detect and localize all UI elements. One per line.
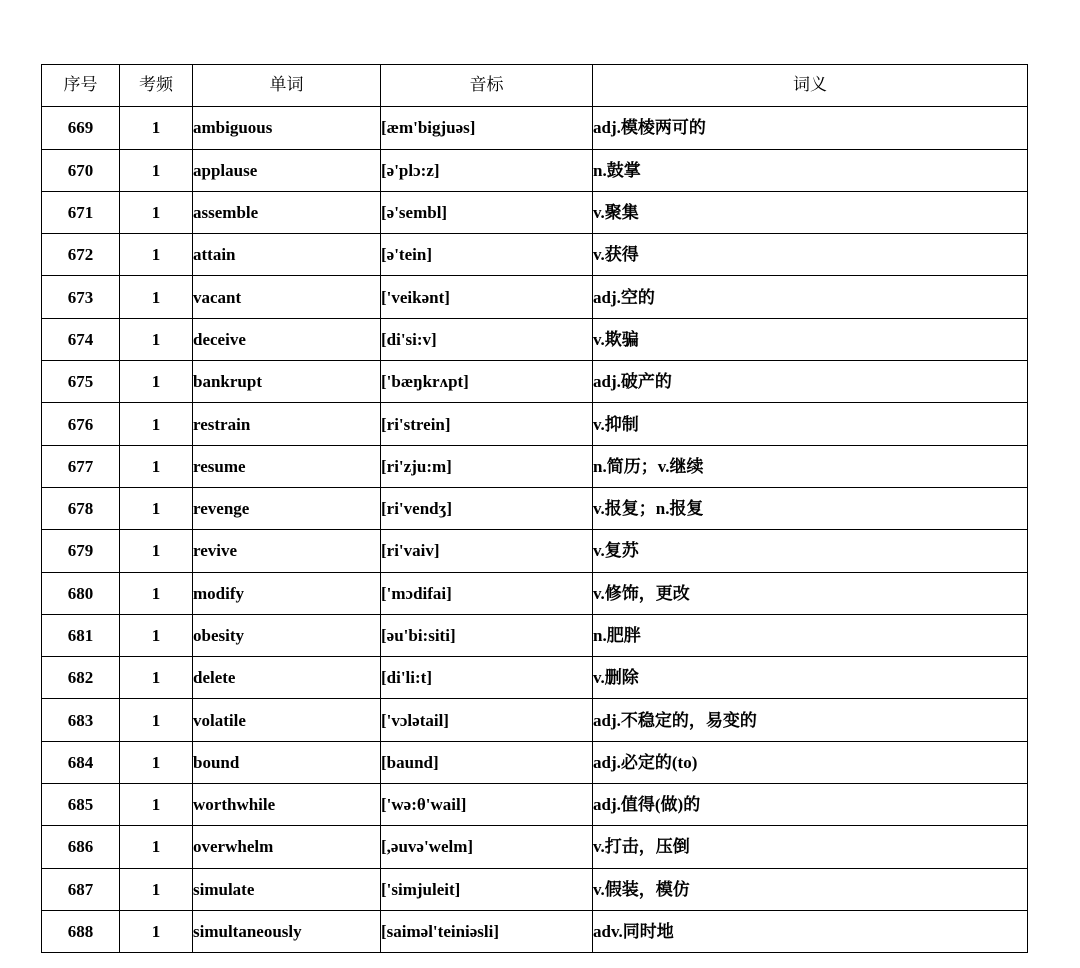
cell-index: 685: [42, 784, 120, 826]
cell-word: volatile: [193, 699, 381, 741]
cell-phonetic: ['simjuleit]: [381, 868, 593, 910]
cell-frequency: 1: [120, 318, 193, 360]
cell-word: resume: [193, 445, 381, 487]
cell-meaning: v.假装，模仿: [593, 868, 1028, 910]
cell-word: simultaneously: [193, 910, 381, 952]
cell-frequency: 1: [120, 868, 193, 910]
cell-meaning: adj.值得(做)的: [593, 784, 1028, 826]
cell-meaning: v.复苏: [593, 530, 1028, 572]
cell-word: vacant: [193, 276, 381, 318]
cell-meaning: adj.模棱两可的: [593, 107, 1028, 149]
cell-meaning: v.欺骗: [593, 318, 1028, 360]
cell-index: 674: [42, 318, 120, 360]
table-row: [42, 276, 1028, 318]
table-row: [42, 149, 1028, 191]
table-row: [42, 826, 1028, 868]
table-row: [42, 403, 1028, 445]
cell-phonetic: [,əuvə'welm]: [381, 826, 593, 868]
cell-frequency: 1: [120, 699, 193, 741]
header-phonetic: 音标: [381, 65, 593, 107]
cell-index: 686: [42, 826, 120, 868]
cell-word: applause: [193, 149, 381, 191]
cell-word: bound: [193, 741, 381, 783]
cell-phonetic: [ri'zju:m]: [381, 445, 593, 487]
cell-index: 679: [42, 530, 120, 572]
cell-meaning: n.肥胖: [593, 614, 1028, 656]
cell-word: modify: [193, 572, 381, 614]
cell-phonetic: [baund]: [381, 741, 593, 783]
cell-phonetic: [saiməl'teiniəsli]: [381, 910, 593, 952]
cell-phonetic: ['mɔdifai]: [381, 572, 593, 614]
cell-word: ambiguous: [193, 107, 381, 149]
cell-word: revive: [193, 530, 381, 572]
cell-frequency: 1: [120, 107, 193, 149]
cell-meaning: v.删除: [593, 657, 1028, 699]
cell-meaning: v.获得: [593, 234, 1028, 276]
cell-frequency: 1: [120, 445, 193, 487]
table-row: [42, 699, 1028, 741]
cell-frequency: 1: [120, 657, 193, 699]
header-index: 序号: [42, 65, 120, 107]
cell-phonetic: ['bæŋkrʌpt]: [381, 361, 593, 403]
table-body: [42, 107, 1028, 953]
cell-word: obesity: [193, 614, 381, 656]
cell-meaning: adv.同时地: [593, 910, 1028, 952]
table-row: [42, 361, 1028, 403]
table-header-row: [42, 65, 1028, 107]
cell-index: 683: [42, 699, 120, 741]
cell-phonetic: [əu'bi:siti]: [381, 614, 593, 656]
header-frequency: 考频: [120, 65, 193, 107]
cell-meaning: adj.不稳定的，易变的: [593, 699, 1028, 741]
cell-index: 680: [42, 572, 120, 614]
table-row: [42, 784, 1028, 826]
table-row: [42, 107, 1028, 149]
cell-meaning: v.修饰，更改: [593, 572, 1028, 614]
table-row: [42, 191, 1028, 233]
table-row: [42, 445, 1028, 487]
cell-index: 688: [42, 910, 120, 952]
cell-meaning: adj.破产的: [593, 361, 1028, 403]
header-meaning: 词义: [593, 65, 1028, 107]
table-row: [42, 910, 1028, 952]
cell-frequency: 1: [120, 191, 193, 233]
cell-frequency: 1: [120, 741, 193, 783]
cell-index: 681: [42, 614, 120, 656]
cell-word: worthwhile: [193, 784, 381, 826]
cell-meaning: n.简历；v.继续: [593, 445, 1028, 487]
cell-word: deceive: [193, 318, 381, 360]
cell-index: 684: [42, 741, 120, 783]
cell-meaning: v.聚集: [593, 191, 1028, 233]
table-row: [42, 318, 1028, 360]
cell-phonetic: [di'li:t]: [381, 657, 593, 699]
cell-index: 671: [42, 191, 120, 233]
cell-word: simulate: [193, 868, 381, 910]
cell-frequency: 1: [120, 487, 193, 529]
cell-word: bankrupt: [193, 361, 381, 403]
cell-index: 682: [42, 657, 120, 699]
cell-word: delete: [193, 657, 381, 699]
cell-phonetic: [æm'bigjuəs]: [381, 107, 593, 149]
table-row: [42, 234, 1028, 276]
cell-phonetic: [ə'sembl]: [381, 191, 593, 233]
cell-word: restrain: [193, 403, 381, 445]
cell-frequency: 1: [120, 276, 193, 318]
cell-frequency: 1: [120, 403, 193, 445]
cell-index: 677: [42, 445, 120, 487]
cell-meaning: adj.必定的(to): [593, 741, 1028, 783]
cell-index: 675: [42, 361, 120, 403]
cell-index: 673: [42, 276, 120, 318]
cell-phonetic: ['vɔlətail]: [381, 699, 593, 741]
cell-index: 676: [42, 403, 120, 445]
cell-frequency: 1: [120, 572, 193, 614]
cell-frequency: 1: [120, 826, 193, 868]
cell-frequency: 1: [120, 910, 193, 952]
table-row: [42, 572, 1028, 614]
vocabulary-table: [41, 64, 1028, 953]
header-word: 单词: [193, 65, 381, 107]
cell-meaning: v.报复；n.报复: [593, 487, 1028, 529]
cell-meaning: v.抑制: [593, 403, 1028, 445]
cell-word: overwhelm: [193, 826, 381, 868]
cell-phonetic: ['wə:θ'wail]: [381, 784, 593, 826]
cell-word: attain: [193, 234, 381, 276]
table-row: [42, 741, 1028, 783]
cell-meaning: adj.空的: [593, 276, 1028, 318]
cell-phonetic: [ri'vaiv]: [381, 530, 593, 572]
cell-frequency: 1: [120, 530, 193, 572]
cell-word: assemble: [193, 191, 381, 233]
cell-phonetic: [ə'plɔ:z]: [381, 149, 593, 191]
cell-meaning: v.打击，压倒: [593, 826, 1028, 868]
cell-meaning: n.鼓掌: [593, 149, 1028, 191]
table-row: [42, 487, 1028, 529]
cell-frequency: 1: [120, 784, 193, 826]
cell-phonetic: [ə'tein]: [381, 234, 593, 276]
cell-frequency: 1: [120, 234, 193, 276]
cell-index: 678: [42, 487, 120, 529]
cell-index: 670: [42, 149, 120, 191]
cell-index: 672: [42, 234, 120, 276]
cell-frequency: 1: [120, 614, 193, 656]
table-row: [42, 657, 1028, 699]
cell-phonetic: [ri'vendʒ]: [381, 487, 593, 529]
table-row: [42, 614, 1028, 656]
cell-phonetic: [di'si:v]: [381, 318, 593, 360]
table-row: [42, 530, 1028, 572]
cell-phonetic: ['veikənt]: [381, 276, 593, 318]
cell-frequency: 1: [120, 361, 193, 403]
cell-index: 687: [42, 868, 120, 910]
table-row: [42, 868, 1028, 910]
cell-phonetic: [ri'strein]: [381, 403, 593, 445]
cell-frequency: 1: [120, 149, 193, 191]
cell-word: revenge: [193, 487, 381, 529]
cell-index: 669: [42, 107, 120, 149]
